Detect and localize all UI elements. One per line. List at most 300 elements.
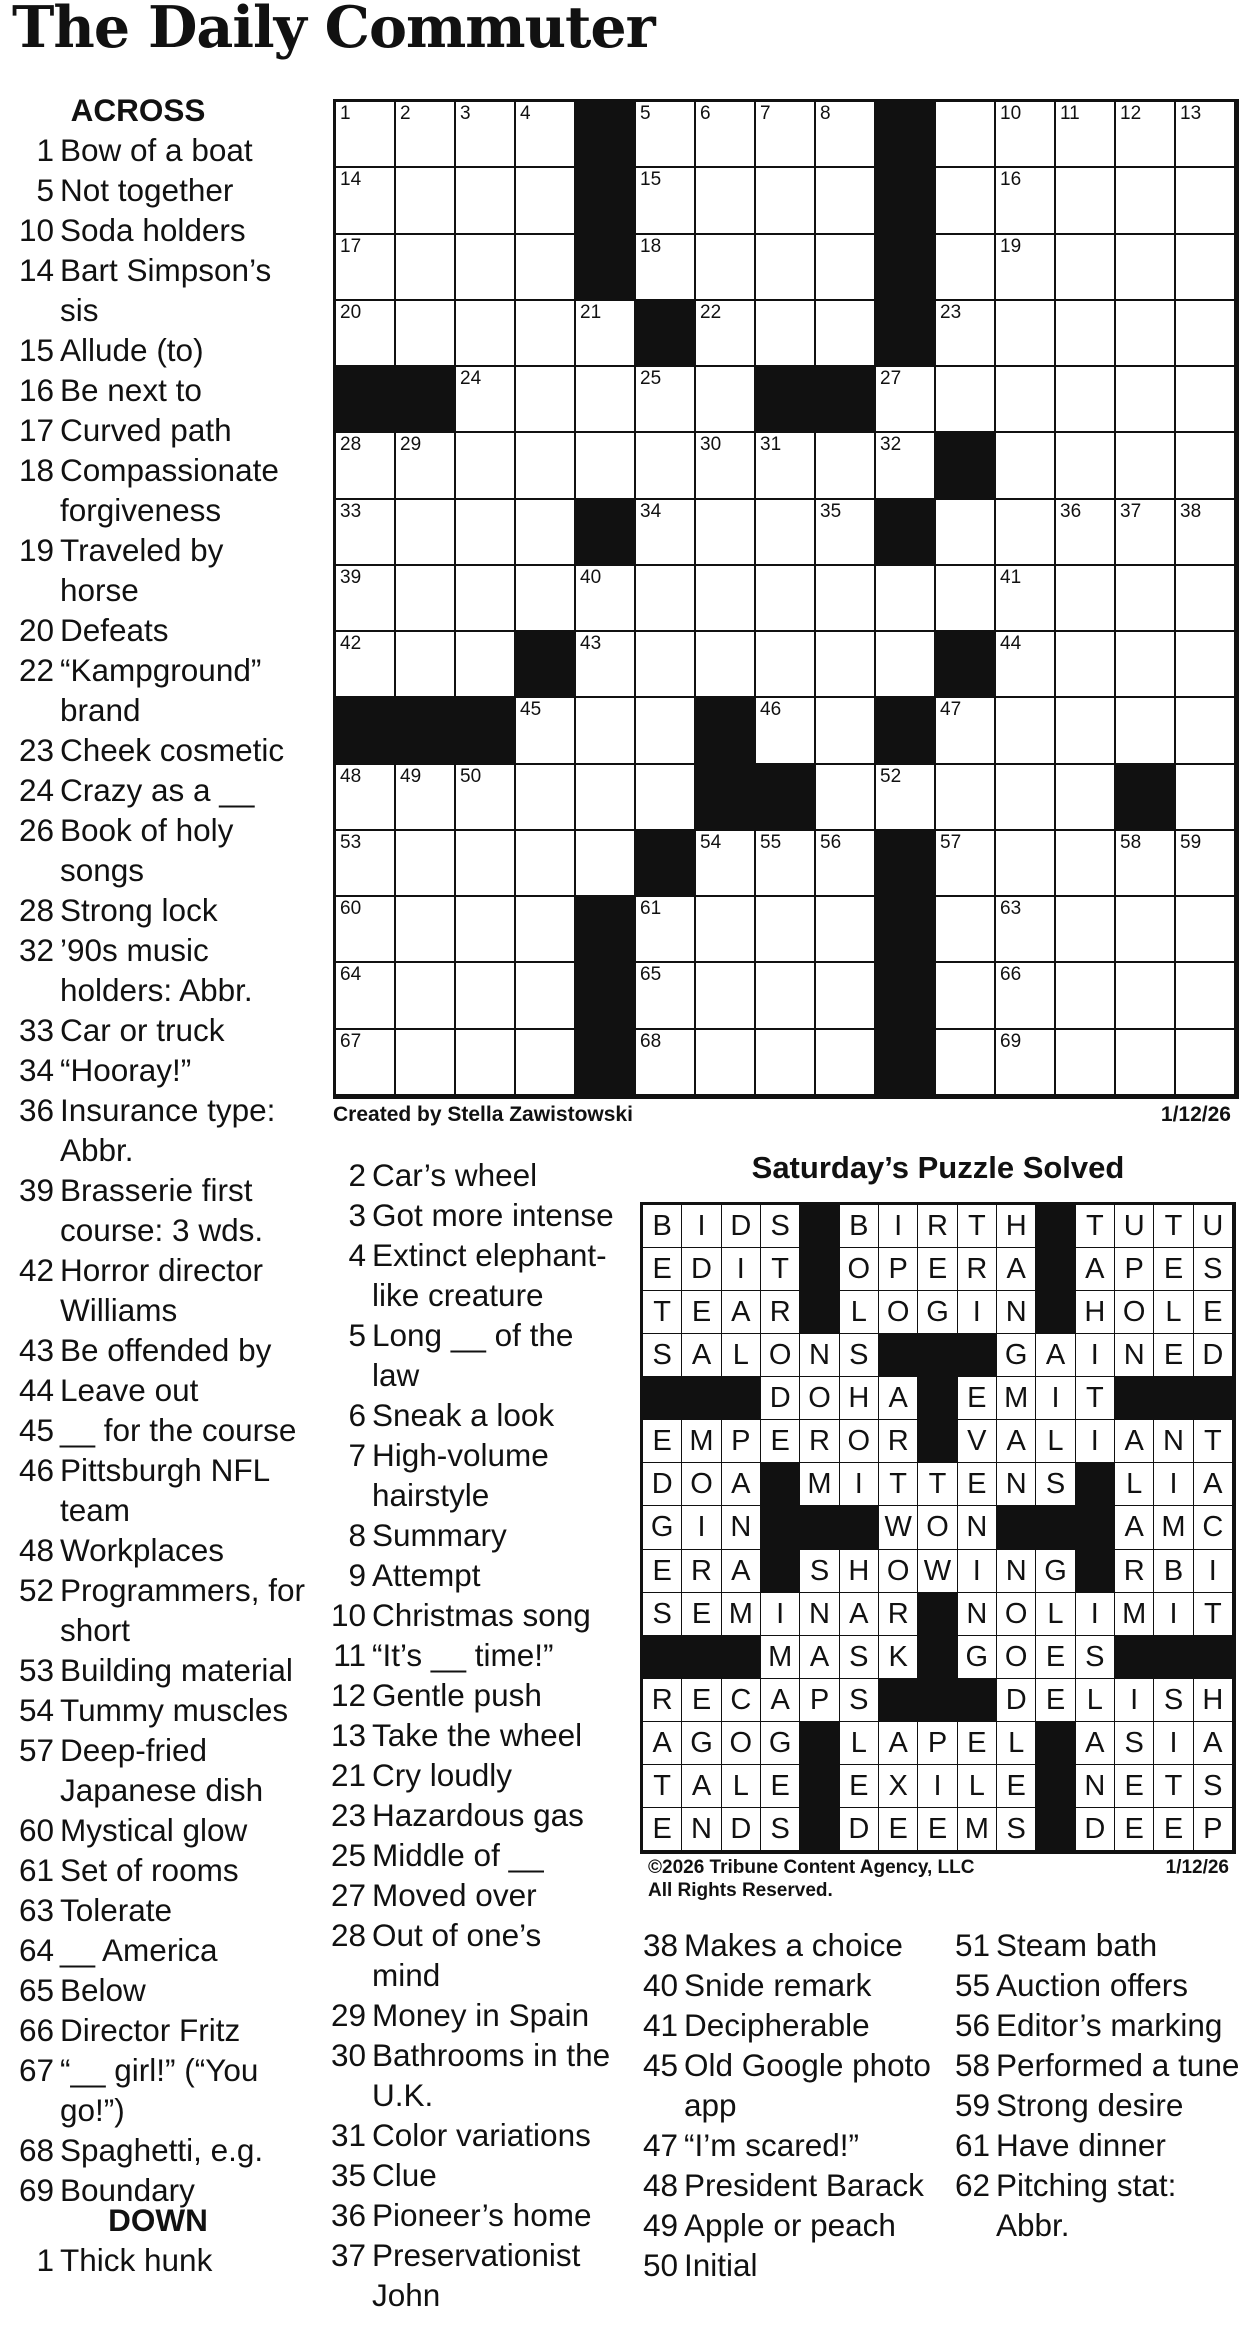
grid-cell[interactable] bbox=[936, 168, 996, 234]
grid-cell[interactable] bbox=[576, 367, 636, 433]
grid-cell[interactable] bbox=[696, 831, 756, 897]
grid-cell[interactable] bbox=[336, 765, 396, 831]
grid-cell[interactable] bbox=[696, 102, 756, 168]
cell-number: 54 bbox=[700, 831, 722, 853]
grid-cell[interactable] bbox=[1176, 566, 1236, 632]
grid-cell[interactable] bbox=[636, 500, 696, 566]
grid-cell[interactable] bbox=[396, 566, 456, 632]
clue-number: 59 bbox=[954, 2087, 990, 2123]
clue-item bbox=[8, 2130, 308, 2170]
clue-text: “It’s __ time!” bbox=[372, 1637, 554, 1673]
grid-cell[interactable] bbox=[1056, 433, 1116, 499]
across-clues bbox=[8, 90, 308, 2210]
clue-item bbox=[320, 1435, 615, 1515]
grid-cell[interactable] bbox=[816, 301, 876, 367]
grid-cell[interactable] bbox=[1056, 235, 1116, 301]
grid-cell[interactable] bbox=[756, 102, 816, 168]
clue-item bbox=[8, 330, 308, 370]
grid-cell[interactable] bbox=[576, 831, 636, 897]
grid-cell[interactable] bbox=[1176, 831, 1236, 897]
clue-number: 25 bbox=[330, 1837, 366, 1873]
solution-black-square bbox=[800, 1765, 839, 1808]
grid-cell[interactable] bbox=[336, 1030, 396, 1096]
grid-cell[interactable] bbox=[696, 632, 756, 698]
grid-cell[interactable] bbox=[756, 433, 816, 499]
grid-cell[interactable] bbox=[1176, 963, 1236, 1029]
grid-cell[interactable] bbox=[336, 433, 396, 499]
clue-text: Mystical glow bbox=[60, 1812, 248, 1848]
grid-cell[interactable] bbox=[996, 831, 1056, 897]
grid-cell[interactable] bbox=[456, 632, 516, 698]
grid-cell[interactable] bbox=[636, 765, 696, 831]
black-square bbox=[576, 102, 636, 168]
grid-cell[interactable] bbox=[636, 632, 696, 698]
grid-cell[interactable] bbox=[456, 301, 516, 367]
solution-letter: I bbox=[879, 1205, 918, 1248]
solution-letter: R bbox=[1115, 1550, 1154, 1593]
grid-cell[interactable] bbox=[396, 301, 456, 367]
grid-cell[interactable] bbox=[336, 102, 396, 168]
grid-cell[interactable] bbox=[936, 102, 996, 168]
cell-number: 60 bbox=[340, 898, 362, 920]
clue-item bbox=[320, 2195, 615, 2235]
solution-black-square bbox=[1115, 1636, 1154, 1679]
grid-cell[interactable] bbox=[756, 301, 816, 367]
grid-cell[interactable] bbox=[876, 566, 936, 632]
solution-black-square bbox=[918, 1593, 957, 1636]
grid-cell[interactable] bbox=[516, 102, 576, 168]
grid-cell[interactable] bbox=[876, 765, 936, 831]
grid-cell[interactable] bbox=[936, 301, 996, 367]
grid-cell[interactable] bbox=[1056, 963, 1116, 1029]
solution-black-square bbox=[1115, 1377, 1154, 1420]
grid-cell[interactable] bbox=[996, 168, 1056, 234]
grid-cell[interactable] bbox=[1116, 897, 1176, 963]
grid-cell[interactable] bbox=[1176, 500, 1236, 566]
grid-cell[interactable] bbox=[396, 500, 456, 566]
grid-cell[interactable] bbox=[1176, 1030, 1236, 1096]
grid-cell[interactable] bbox=[456, 963, 516, 1029]
grid-cell[interactable] bbox=[636, 433, 696, 499]
clue-item bbox=[8, 410, 308, 450]
cell-number: 68 bbox=[640, 1030, 662, 1052]
grid-cell[interactable] bbox=[756, 500, 816, 566]
clue-text: Christmas song bbox=[372, 1597, 591, 1633]
solution-black-square bbox=[958, 1679, 997, 1722]
grid-cell[interactable] bbox=[696, 500, 756, 566]
grid-cell[interactable] bbox=[336, 301, 396, 367]
cell-number: 25 bbox=[640, 368, 662, 390]
grid-cell[interactable] bbox=[1116, 698, 1176, 764]
grid-cell[interactable] bbox=[1116, 168, 1176, 234]
grid-cell[interactable] bbox=[1116, 102, 1176, 168]
solution-letter: O bbox=[879, 1550, 918, 1593]
clue-item bbox=[8, 1730, 308, 1810]
cell-number: 12 bbox=[1120, 103, 1142, 124]
grid-cell[interactable] bbox=[756, 831, 816, 897]
clue-number: 34 bbox=[18, 1052, 54, 1088]
black-square bbox=[456, 698, 516, 764]
black-square bbox=[876, 500, 936, 566]
grid-cell[interactable] bbox=[636, 963, 696, 1029]
grid-cell[interactable] bbox=[336, 897, 396, 963]
grid-cell[interactable] bbox=[1056, 831, 1116, 897]
solution-letter: T bbox=[958, 1205, 997, 1248]
clue-number: 22 bbox=[18, 652, 54, 688]
crossword-grid[interactable] bbox=[333, 99, 1239, 1099]
grid-cell[interactable] bbox=[816, 433, 876, 499]
grid-cell[interactable] bbox=[456, 235, 516, 301]
grid-cell[interactable] bbox=[636, 367, 696, 433]
grid-cell[interactable] bbox=[696, 301, 756, 367]
solution-letter: I bbox=[682, 1506, 721, 1549]
clue-item bbox=[8, 210, 308, 250]
grid-cell[interactable] bbox=[996, 301, 1056, 367]
grid-cell[interactable] bbox=[456, 831, 516, 897]
solution-black-square bbox=[800, 1291, 839, 1334]
solution-letter: S bbox=[1194, 1248, 1233, 1291]
clue-number: 1 bbox=[36, 132, 54, 168]
clue-text: Bow of a boat bbox=[60, 132, 253, 168]
grid-cell[interactable] bbox=[516, 1030, 576, 1096]
grid-cell[interactable] bbox=[996, 632, 1056, 698]
grid-cell[interactable] bbox=[1176, 765, 1236, 831]
grid-cell[interactable] bbox=[996, 963, 1056, 1029]
grid-cell[interactable] bbox=[696, 367, 756, 433]
grid-cell[interactable] bbox=[756, 698, 816, 764]
grid-cell[interactable] bbox=[516, 301, 576, 367]
grid-cell[interactable] bbox=[576, 566, 636, 632]
grid-cell[interactable] bbox=[636, 102, 696, 168]
grid-cell[interactable] bbox=[756, 897, 816, 963]
grid-cell[interactable] bbox=[696, 566, 756, 632]
grid-cell[interactable] bbox=[756, 963, 816, 1029]
grid-cell[interactable] bbox=[396, 963, 456, 1029]
grid-cell[interactable] bbox=[816, 963, 876, 1029]
solution-letter: R bbox=[879, 1420, 918, 1463]
clue-text: Soda holders bbox=[60, 212, 246, 248]
clue-number: 6 bbox=[348, 1397, 366, 1433]
grid-cell[interactable] bbox=[996, 897, 1056, 963]
grid-cell[interactable] bbox=[756, 235, 816, 301]
grid-cell[interactable] bbox=[336, 632, 396, 698]
grid-cell[interactable] bbox=[936, 765, 996, 831]
grid-cell[interactable] bbox=[936, 500, 996, 566]
grid-cell[interactable] bbox=[1056, 168, 1116, 234]
grid-cell[interactable] bbox=[936, 963, 996, 1029]
grid-cell[interactable] bbox=[1176, 632, 1236, 698]
grid-cell[interactable] bbox=[1056, 632, 1116, 698]
grid-cell[interactable] bbox=[1116, 963, 1176, 1029]
grid-cell[interactable] bbox=[996, 1030, 1056, 1096]
grid-cell[interactable] bbox=[756, 566, 816, 632]
grid-cell[interactable] bbox=[456, 897, 516, 963]
grid-cell[interactable] bbox=[636, 897, 696, 963]
clue-text: Below bbox=[60, 1972, 146, 2008]
solution-letter: S bbox=[761, 1808, 800, 1851]
grid-cell[interactable] bbox=[396, 831, 456, 897]
solution-letter: B bbox=[1154, 1550, 1193, 1593]
solution-letter: M bbox=[682, 1420, 721, 1463]
grid-cell[interactable] bbox=[516, 168, 576, 234]
grid-cell[interactable] bbox=[396, 897, 456, 963]
solution-letter: E bbox=[1154, 1248, 1193, 1291]
clue-text: Thick hunk bbox=[60, 2242, 213, 2278]
grid-cell[interactable] bbox=[816, 831, 876, 897]
clue-text: Programmers, for short bbox=[60, 1572, 306, 1648]
clue-text: Bart Simpson’s sis bbox=[60, 252, 272, 328]
grid-cell[interactable] bbox=[1116, 632, 1176, 698]
grid-cell[interactable] bbox=[396, 765, 456, 831]
solution-black-square bbox=[918, 1636, 957, 1679]
grid-cell[interactable] bbox=[1116, 1030, 1176, 1096]
rights: All Rights Reserved. bbox=[648, 1880, 833, 1901]
black-square bbox=[696, 698, 756, 764]
grid-cell[interactable] bbox=[936, 698, 996, 764]
grid-cell[interactable] bbox=[456, 1030, 516, 1096]
grid-cell[interactable] bbox=[516, 433, 576, 499]
grid-cell[interactable] bbox=[756, 168, 816, 234]
clue-item bbox=[320, 1515, 615, 1555]
grid-cell[interactable] bbox=[1176, 433, 1236, 499]
solution-letter: M bbox=[800, 1463, 839, 1506]
clue-number: 36 bbox=[18, 1092, 54, 1128]
grid-cell[interactable] bbox=[516, 500, 576, 566]
grid-cell[interactable] bbox=[456, 765, 516, 831]
solution-letter: A bbox=[1115, 1506, 1154, 1549]
grid-cell[interactable] bbox=[696, 168, 756, 234]
solution-letter: S bbox=[1115, 1722, 1154, 1765]
grid-cell[interactable] bbox=[396, 1030, 456, 1096]
grid-cell[interactable] bbox=[576, 301, 636, 367]
grid-cell[interactable] bbox=[1056, 367, 1116, 433]
grid-cell[interactable] bbox=[816, 1030, 876, 1096]
grid-cell[interactable] bbox=[1116, 831, 1176, 897]
grid-cell[interactable] bbox=[336, 500, 396, 566]
grid-cell[interactable] bbox=[756, 632, 816, 698]
solution-letter: O bbox=[997, 1636, 1036, 1679]
solution-letter: S bbox=[997, 1808, 1036, 1851]
clue-text: President Barack bbox=[684, 2167, 924, 2203]
solution-letter: T bbox=[1194, 1420, 1233, 1463]
grid-cell[interactable] bbox=[1116, 301, 1176, 367]
grid-cell[interactable] bbox=[996, 102, 1056, 168]
grid-cell[interactable] bbox=[936, 235, 996, 301]
cell-number: 14 bbox=[340, 169, 362, 191]
black-square bbox=[876, 963, 936, 1029]
solution-black-square bbox=[682, 1636, 721, 1679]
solution-black-square bbox=[958, 1334, 997, 1377]
grid-cell[interactable] bbox=[516, 963, 576, 1029]
grid-cell[interactable] bbox=[1116, 500, 1176, 566]
grid-cell[interactable] bbox=[1056, 698, 1116, 764]
grid-cell[interactable] bbox=[456, 168, 516, 234]
grid-cell[interactable] bbox=[876, 632, 936, 698]
grid-cell[interactable] bbox=[336, 235, 396, 301]
grid-cell[interactable] bbox=[1116, 367, 1176, 433]
grid-cell[interactable] bbox=[936, 1030, 996, 1096]
clue-number: 42 bbox=[18, 1252, 54, 1288]
grid-cell[interactable] bbox=[816, 897, 876, 963]
grid-cell[interactable] bbox=[336, 566, 396, 632]
grid-cell[interactable] bbox=[696, 963, 756, 1029]
clue-number: 5 bbox=[348, 1317, 366, 1353]
clue-text: Spaghetti, e.g. bbox=[60, 2132, 264, 2168]
grid-cell[interactable] bbox=[1176, 897, 1236, 963]
grid-cell[interactable] bbox=[336, 831, 396, 897]
black-square bbox=[876, 831, 936, 897]
grid-cell[interactable] bbox=[1056, 566, 1116, 632]
puzzle-date: 1/12/26 bbox=[1160, 1103, 1231, 1126]
solution-letter: A bbox=[1194, 1722, 1233, 1765]
grid-cell[interactable] bbox=[936, 831, 996, 897]
grid-cell[interactable] bbox=[636, 168, 696, 234]
clue-number: 49 bbox=[642, 2207, 678, 2243]
grid-cell[interactable] bbox=[456, 500, 516, 566]
grid-cell[interactable] bbox=[456, 566, 516, 632]
grid-cell[interactable] bbox=[816, 765, 876, 831]
grid-cell[interactable] bbox=[1056, 301, 1116, 367]
grid-cell[interactable] bbox=[936, 897, 996, 963]
grid-cell[interactable] bbox=[516, 235, 576, 301]
grid-cell[interactable] bbox=[516, 831, 576, 897]
grid-cell[interactable] bbox=[636, 1030, 696, 1096]
grid-cell[interactable] bbox=[1056, 1030, 1116, 1096]
grid-cell[interactable] bbox=[1056, 765, 1116, 831]
grid-cell[interactable] bbox=[1176, 367, 1236, 433]
solution-letter: A bbox=[997, 1420, 1036, 1463]
grid-cell[interactable] bbox=[936, 367, 996, 433]
grid-cell[interactable] bbox=[516, 566, 576, 632]
clue-number: 39 bbox=[18, 1172, 54, 1208]
grid-cell[interactable] bbox=[396, 102, 456, 168]
solution-letter: G bbox=[918, 1291, 957, 1334]
grid-cell[interactable] bbox=[336, 963, 396, 1029]
clue-item bbox=[8, 2010, 308, 2050]
grid-cell[interactable] bbox=[876, 433, 936, 499]
grid-cell[interactable] bbox=[816, 235, 876, 301]
solution-letter: E bbox=[997, 1765, 1036, 1808]
grid-cell[interactable] bbox=[996, 698, 1056, 764]
grid-cell[interactable] bbox=[756, 1030, 816, 1096]
grid-cell[interactable] bbox=[816, 500, 876, 566]
grid-cell[interactable] bbox=[1176, 235, 1236, 301]
grid-cell[interactable] bbox=[996, 433, 1056, 499]
solution-black-square bbox=[918, 1377, 957, 1420]
clue-item bbox=[8, 1530, 308, 1570]
grid-cell[interactable] bbox=[336, 168, 396, 234]
grid-cell[interactable] bbox=[816, 168, 876, 234]
grid-cell[interactable] bbox=[816, 698, 876, 764]
grid-cell[interactable] bbox=[1176, 301, 1236, 367]
grid-cell[interactable] bbox=[936, 566, 996, 632]
grid-cell[interactable] bbox=[516, 367, 576, 433]
clue-number: 41 bbox=[642, 2007, 678, 2043]
solution-letter: T bbox=[879, 1463, 918, 1506]
grid-cell[interactable] bbox=[576, 698, 636, 764]
solution-letter: N bbox=[997, 1291, 1036, 1334]
clue-number: 26 bbox=[18, 812, 54, 848]
grid-cell[interactable] bbox=[696, 1030, 756, 1096]
grid-cell[interactable] bbox=[396, 632, 456, 698]
solution-letter: E bbox=[1115, 1808, 1154, 1851]
grid-cell[interactable] bbox=[1056, 500, 1116, 566]
cell-number: 65 bbox=[640, 964, 662, 986]
grid-cell[interactable] bbox=[396, 168, 456, 234]
clue-item bbox=[8, 730, 308, 770]
grid-cell[interactable] bbox=[636, 566, 696, 632]
grid-cell[interactable] bbox=[876, 367, 936, 433]
clue-number: 31 bbox=[330, 2117, 366, 2153]
grid-cell[interactable] bbox=[996, 566, 1056, 632]
grid-cell[interactable] bbox=[456, 433, 516, 499]
solution-letter: M bbox=[997, 1377, 1036, 1420]
grid-cell[interactable] bbox=[696, 235, 756, 301]
solution-black-square bbox=[1076, 1506, 1115, 1549]
grid-cell[interactable] bbox=[1176, 102, 1236, 168]
clue-item bbox=[944, 1965, 1241, 2005]
grid-cell[interactable] bbox=[816, 566, 876, 632]
grid-cell[interactable] bbox=[996, 367, 1056, 433]
solution-letter: I bbox=[682, 1205, 721, 1248]
grid-cell[interactable] bbox=[996, 500, 1056, 566]
solution-letter: R bbox=[800, 1420, 839, 1463]
black-square bbox=[696, 765, 756, 831]
grid-cell[interactable] bbox=[996, 235, 1056, 301]
grid-cell[interactable] bbox=[816, 632, 876, 698]
cell-number: 28 bbox=[340, 434, 362, 456]
grid-cell[interactable] bbox=[516, 698, 576, 764]
grid-cell[interactable] bbox=[396, 433, 456, 499]
grid-cell[interactable] bbox=[456, 367, 516, 433]
clue-number: 50 bbox=[642, 2247, 678, 2283]
cell-number: 42 bbox=[340, 633, 362, 655]
grid-cell[interactable] bbox=[636, 698, 696, 764]
clue-number: 10 bbox=[18, 212, 54, 248]
grid-cell[interactable] bbox=[1116, 433, 1176, 499]
clue-number: 35 bbox=[330, 2157, 366, 2193]
grid-cell[interactable] bbox=[576, 632, 636, 698]
clue-number: 44 bbox=[18, 1372, 54, 1408]
grid-cell[interactable] bbox=[516, 897, 576, 963]
clue-text: Middle of __ bbox=[372, 1837, 544, 1873]
grid-cell[interactable] bbox=[1176, 168, 1236, 234]
solution-black-square bbox=[761, 1550, 800, 1593]
grid-cell[interactable] bbox=[396, 235, 456, 301]
grid-cell[interactable] bbox=[576, 765, 636, 831]
grid-cell[interactable] bbox=[456, 102, 516, 168]
grid-cell[interactable] bbox=[1176, 698, 1236, 764]
grid-cell[interactable] bbox=[816, 102, 876, 168]
grid-cell[interactable] bbox=[1116, 235, 1176, 301]
grid-cell[interactable] bbox=[1116, 566, 1176, 632]
grid-cell[interactable] bbox=[1056, 102, 1116, 168]
grid-cell[interactable] bbox=[636, 235, 696, 301]
clue-text: Insurance type: Abbr. bbox=[60, 1092, 276, 1168]
clue-item bbox=[320, 1915, 615, 1995]
clue-number: 45 bbox=[642, 2047, 678, 2083]
grid-cell[interactable] bbox=[696, 433, 756, 499]
grid-cell[interactable] bbox=[576, 433, 636, 499]
clue-number: 20 bbox=[18, 612, 54, 648]
grid-cell[interactable] bbox=[1056, 897, 1116, 963]
clue-item bbox=[8, 1010, 308, 1050]
grid-cell[interactable] bbox=[996, 765, 1056, 831]
clue-item bbox=[8, 1570, 308, 1650]
grid-cell[interactable] bbox=[516, 765, 576, 831]
cell-number: 7 bbox=[760, 103, 771, 124]
grid-cell[interactable] bbox=[696, 897, 756, 963]
